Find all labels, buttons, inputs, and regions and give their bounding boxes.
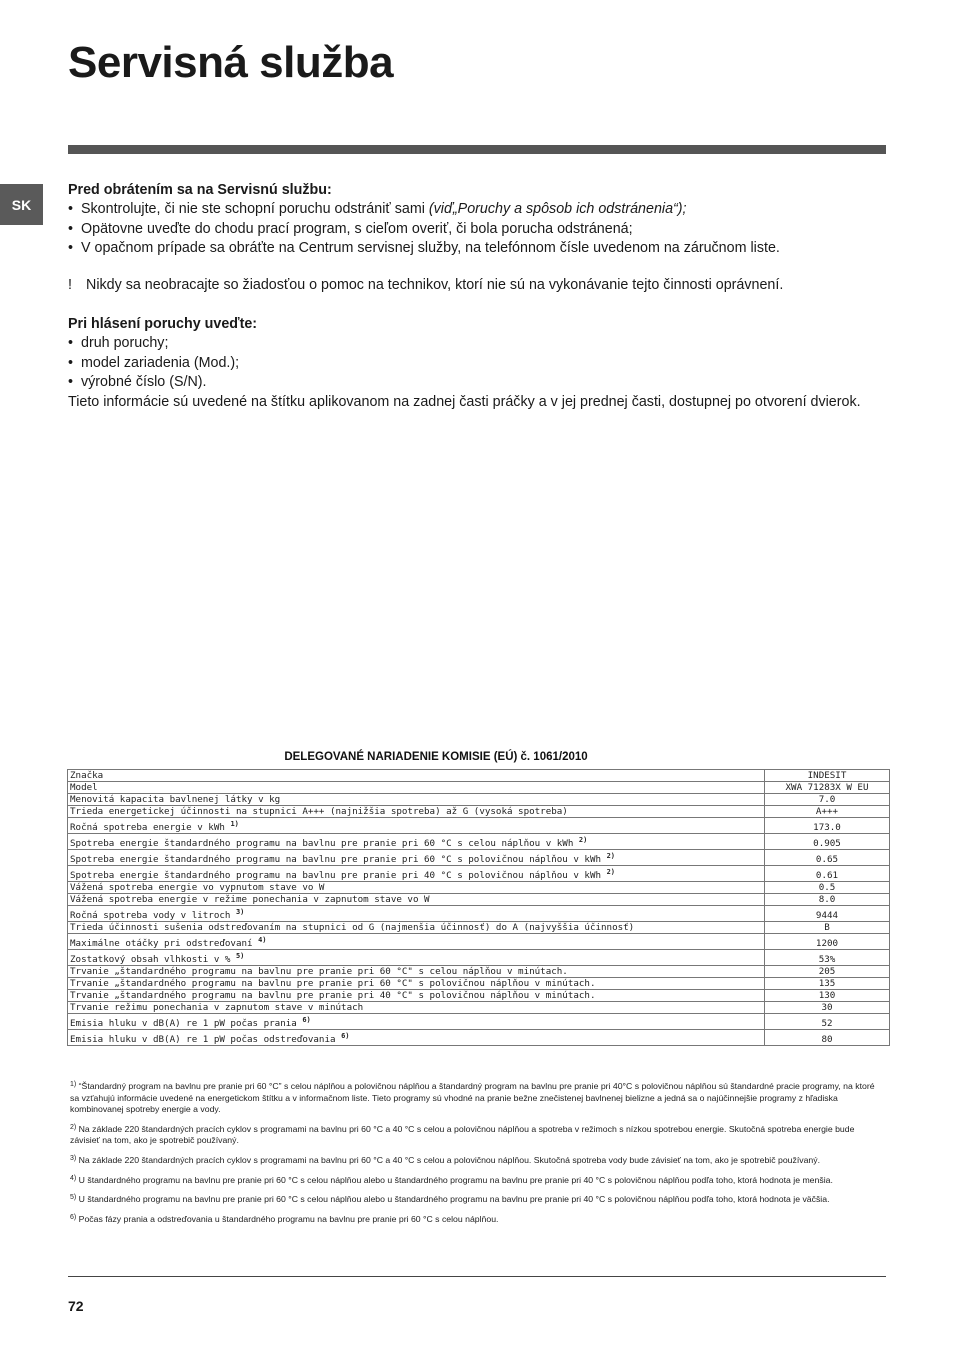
table-row [68, 934, 890, 950]
row-value: B [765, 922, 890, 934]
row-label: Trieda účinnosti sušenia odstreďovaním na stupnici od G (najmenšia účinnosť) do A (najvyššia účinnosť) [68, 922, 765, 934]
section-heading: Pri hlásení poruchy uveďte: [68, 316, 258, 332]
footnote: $^{3)}$ Na základe 220 štandardných pracích cyklov s programami na bavlnu pri 60 °C a 40 °C s celou a polovičnou náplňou. Skutočná spotreba vody bude závisieť na tom, ako je spotrebič používaný. [70, 1154, 820, 1165]
row-label: Spotreba energie štandardného programu na bavlnu pre pranie pri 60 °C s celou náplňou v kWh $^{2)}$ [68, 834, 765, 850]
footnote-ref: 2) [578, 836, 588, 844]
table-row [68, 1002, 890, 1014]
table-row [68, 1030, 890, 1046]
footer-divider [68, 1276, 886, 1277]
row-label: Značka [68, 770, 765, 782]
table-row [68, 866, 890, 882]
footnote-ref: 2) [606, 868, 615, 876]
table-row [68, 782, 890, 794]
warning-note [68, 276, 868, 295]
row-value: 80 [765, 1030, 890, 1046]
table-row [68, 806, 890, 818]
row-label: Trieda energetickej účinnosti na stupnici A+++ (najnižšia spotreba) až G (vysoká spotreba) [68, 806, 765, 818]
list-item: • Skontrolujte, či nie ste schopní poruchu odstrániť sami (viď„Poruchy a spôsob ich odstránenia“); [68, 200, 868, 219]
table-row [68, 990, 890, 1002]
row-label: Trvanie režimu ponechania v zapnutom stave v minútach [68, 1002, 765, 1014]
table-row [68, 850, 890, 866]
table-row [68, 966, 890, 978]
row-label: Zostatkový obsah vlhkosti v % $^{5)}$ [68, 950, 765, 966]
page-title: Servisná služba [68, 38, 394, 87]
product-fiche-table [67, 769, 890, 1046]
section-heading: Pred obrátením sa na Servisnú službu: [68, 182, 332, 198]
row-label: Ročná spotreba vody v litroch $^{3)}$ [68, 906, 765, 922]
row-label: Spotreba energie štandardného programu na bavlnu pre pranie pri 60 °C s polovičnou náplňou v kWh $^{2)}$ [68, 850, 765, 866]
footnotes [70, 1081, 880, 1233]
table-row [68, 950, 890, 966]
footnote-ref: 5) [235, 952, 245, 960]
table-row [68, 978, 890, 990]
row-value: 0.61 [765, 866, 890, 882]
footnote-ref: 1) [230, 820, 239, 828]
row-value: 205 [765, 966, 890, 978]
footnote: $^{2)}$ Na základe 220 štandardných pracích cyklov s programami na bavlnu pri 60 °C a 40 °C s celou a polovičnou náplňou a spotreba v režimoch s nízkou spotrebou energie. Skutočná spotreba energie bude závisieť na tom, ako je spotrebič používaný. [70, 1123, 855, 1146]
table-row [68, 882, 890, 894]
row-label: Ročná spotreba energie v kWh $^{1)}$ [68, 818, 765, 834]
footnote: $^{4)}$ U štandardného programu na bavlnu pre pranie pri 60 °C s celou náplňou alebo u štandardného programu na bavlnu pre pranie pri 40 °C s polovičnou náplňou podľa toho, ktorá hodnota je menšia. [70, 1174, 833, 1185]
row-value: 9444 [765, 906, 890, 922]
service-instructions [68, 181, 868, 259]
footnote: $^{6)}$ Počas fázy prania a odstreďovania u štandardného programu na bavlnu pre pranie pri 60 °C s celou náplňou. [70, 1213, 499, 1224]
row-label: Menovitá kapacita bavlnenej látky v kg [68, 794, 765, 806]
row-label: Trvanie „štandardného programu na bavlnu pre pranie pri 60 °C" s polovičnou náplňou v minútach. [68, 978, 765, 990]
table-row [68, 894, 890, 906]
row-value: 30 [765, 1002, 890, 1014]
page-number: 72 [68, 1298, 84, 1314]
row-value: 52 [765, 1014, 890, 1030]
list-item: • výrobné číslo (S/N). [68, 373, 868, 392]
row-value: 8.0 [765, 894, 890, 906]
footnote-ref: 3) [235, 908, 245, 916]
row-label: Emisia hluku v dB(A) re 1 pW počas odstreďovania $^{6)}$ [68, 1030, 765, 1046]
row-value: A+++ [765, 806, 890, 818]
row-label: Maximálne otáčky pri odstreďovaní $^{4)}$ [68, 934, 765, 950]
warning-text: Nikdy sa neobracajte so žiadosťou o pomoc na technikov, ktorí nie sú na vykonávanie tejto činnosti oprávnení. [86, 277, 784, 293]
row-value: 53% [765, 950, 890, 966]
table-row [68, 770, 890, 782]
report-instructions [68, 315, 868, 412]
table-row [68, 794, 890, 806]
row-label: Vážená spotreba energie v režime ponechania v zapnutom stave vo W [68, 894, 765, 906]
row-label: Spotreba energie štandardného programu na bavlnu pre pranie pri 40 °C s polovičnou náplňou v kWh $^{2)}$ [68, 866, 765, 882]
regulation-title: DELEGOVANÉ NARIADENIE KOMISIE (EÚ) č. 1061/2010 [284, 751, 588, 763]
table-row [68, 922, 890, 934]
row-value: XWA 71283X W EU [765, 782, 890, 794]
row-label: Vážená spotreba energie vo vypnutom stave vo W [68, 882, 765, 894]
warning-icon: ! [68, 277, 72, 293]
footnote-ref: 2) [606, 852, 615, 860]
footnote-ref: 6) [341, 1032, 350, 1040]
list-item: • model zariadenia (Mod.); [68, 354, 868, 373]
footnote: $^{1)}$ “Štandardný program na bavlnu pre pranie pri 60 °C” s celou náplňou a polovičnou náplňou a štandardný program na bavlnu pre pranie pri 40°C s polovičnou náplňou sú štandardné pracie programy, na ktoré sa vzťahujú informácie uvedené na energetickom štítku a v informačnom liste. Tieto programy sú vhodné na pranie bežne znečistenej bavlnenej bielizne a jedná sa o najúčinnejšie programy z hľadiska kombinovanej spotreby energie a vody. [70, 1081, 875, 1115]
row-label: Trvanie „štandardného programu na bavlnu pre pranie pri 40 °C" s polovičnou náplňou v minútach. [68, 990, 765, 1002]
footnote-ref: 6) [302, 1016, 311, 1024]
footnote-ref: 4) [258, 936, 267, 944]
table-row [68, 818, 890, 834]
label-location-note: Tieto informácie sú uvedené na štítku aplikovanom na zadnej časti práčky a v jej prednej časti, dostupnej po otvorení dvierok. [68, 393, 861, 410]
row-value: 0.65 [765, 850, 890, 866]
list-item: • V opačnom prípade sa obráťte na Centrum servisnej služby, na telefónnom čísle uvedenom na záručnom liste. [68, 239, 868, 258]
language-tab: SK [0, 184, 43, 225]
footnote: $^{5)}$ U štandardného programu na bavlnu pre pranie pri 60 °C s celou náplňou alebo u štandardného programu na bavlnu pre pranie pri 40 °C s polovičnou náplňou podľa toho, ktorá hodnota je väčšia. [70, 1194, 830, 1205]
row-value: 130 [765, 990, 890, 1002]
row-value: 173.0 [765, 818, 890, 834]
row-label: Model [68, 782, 765, 794]
list-item: • Opätovne uveďte do chodu prací program, s cieľom overiť, či bola porucha odstránená; [68, 220, 868, 239]
row-value: 0.5 [765, 882, 890, 894]
table-row [68, 1014, 890, 1030]
row-value: 7.0 [765, 794, 890, 806]
list-item: • druh poruchy; [68, 334, 868, 353]
row-value: 1200 [765, 934, 890, 950]
row-value: INDESIT [765, 770, 890, 782]
row-label: Trvanie „štandardného programu na bavlnu pre pranie pri 60 °C" s celou náplňou v minútach. [68, 966, 765, 978]
row-value: 135 [765, 978, 890, 990]
table-row [68, 906, 890, 922]
row-value: 0.905 [765, 834, 890, 850]
title-divider [68, 145, 886, 154]
row-label: Emisia hluku v dB(A) re 1 pW počas prania $^{6)}$ [68, 1014, 765, 1030]
table-row [68, 834, 890, 850]
